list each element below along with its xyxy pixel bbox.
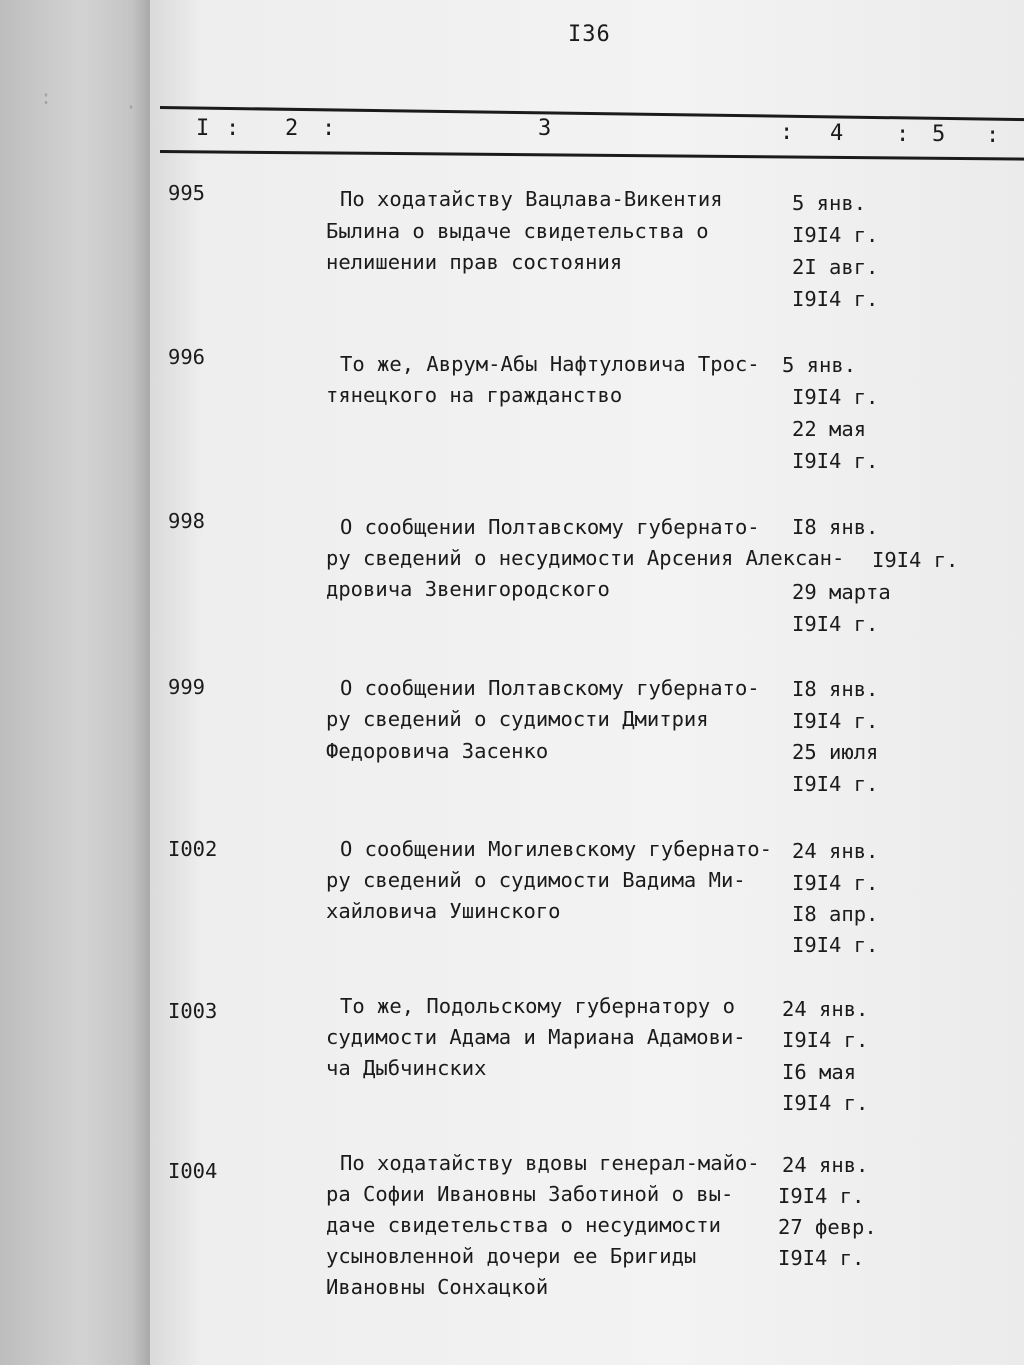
entry-date: I8 янв. bbox=[792, 677, 879, 701]
column-separator: : bbox=[896, 122, 910, 147]
entry-date: 22 мая bbox=[792, 417, 867, 441]
entry-date: I6 мая bbox=[782, 1060, 857, 1084]
entry-date: 2I авг. bbox=[792, 255, 879, 279]
entry-date: 5 янв. bbox=[782, 353, 857, 377]
entry-date: 25 июля bbox=[792, 740, 879, 764]
column-separator: : bbox=[986, 123, 1000, 148]
entry-description-line: ру сведений о судимости Дмитрия bbox=[326, 707, 709, 731]
entry-description-line: ча Дыбчинских bbox=[326, 1056, 487, 1080]
entry-description-line: ру сведений о судимости Вадима Ми- bbox=[326, 868, 746, 892]
entry-date: I9I4 г. bbox=[792, 612, 879, 636]
entry-number: I002 bbox=[168, 837, 218, 861]
column-header-1: I bbox=[196, 116, 210, 141]
entry-date: I9I4 г. bbox=[792, 709, 879, 733]
column-header-2: 2 bbox=[285, 116, 299, 141]
entry-description-line: дровича Звенигородского bbox=[326, 577, 610, 601]
entry-number: I003 bbox=[168, 999, 218, 1023]
entry-date: I9I4 г. bbox=[792, 287, 879, 311]
entry-number: 996 bbox=[168, 345, 206, 369]
column-header-5: 5 bbox=[932, 122, 946, 147]
entry-description-line: ру сведений о несудимости Арсения Алексан- bbox=[326, 546, 845, 570]
entry-date: I9I4 г. bbox=[792, 772, 879, 796]
entry-description-line: ра Софии Ивановны Заботиной о вы- bbox=[326, 1182, 734, 1206]
entry-description-line: судимости Адама и Мариана Адамови- bbox=[326, 1025, 746, 1049]
entry-date: I9I4 г. bbox=[872, 548, 959, 572]
entry-description-line: Ивановны Сонхацкой bbox=[326, 1275, 549, 1299]
column-separator: : bbox=[322, 116, 336, 141]
entry-date: I9I4 г. bbox=[792, 449, 879, 473]
entry-number: 999 bbox=[168, 675, 206, 699]
entry-description-line: нелишении прав состояния bbox=[326, 250, 623, 274]
entry-date: I9I4 г. bbox=[778, 1246, 865, 1270]
entry-description-line: О сообщении Полтавскому губернато- bbox=[340, 515, 760, 539]
entry-description-line: По ходатайству Вацлава-Викентия bbox=[340, 187, 723, 211]
bleed-mark: · bbox=[125, 95, 138, 119]
column-header-4: 4 bbox=[830, 121, 844, 146]
column-separator: : bbox=[226, 116, 240, 141]
entry-date: I8 апр. bbox=[792, 902, 879, 926]
entry-number: I004 bbox=[168, 1159, 218, 1183]
entry-date: I9I4 г. bbox=[782, 1028, 869, 1052]
entry-number: 995 bbox=[168, 181, 206, 205]
entry-date: I9I4 г. bbox=[782, 1091, 869, 1115]
entry-date: I9I4 г. bbox=[792, 385, 879, 409]
entry-date: I8 янв. bbox=[792, 515, 879, 539]
entry-date: 5 янв. bbox=[792, 191, 867, 215]
entry-description-line: даче свидетельства о несудимости bbox=[326, 1213, 721, 1237]
page-number: I36 bbox=[568, 22, 611, 47]
entry-description-line: Федоровича Засенко bbox=[326, 739, 549, 763]
entry-description-line: О сообщении Могилевскому губернато- bbox=[340, 837, 772, 861]
entry-date: 24 янв. bbox=[792, 839, 879, 863]
entry-description-line: Былина о выдаче свидетельства о bbox=[326, 219, 709, 243]
entry-description-line: хайловича Ушинского bbox=[326, 899, 561, 923]
entry-date: 27 февр. bbox=[778, 1215, 877, 1239]
bleed-mark: : bbox=[40, 85, 53, 109]
entry-date: 24 янв. bbox=[782, 1153, 869, 1177]
entry-date: 29 марта bbox=[792, 580, 891, 604]
entry-description-line: То же, Аврум-Абы Нафтуловича Трос- bbox=[340, 352, 760, 376]
entry-date: 24 янв. bbox=[782, 997, 869, 1021]
column-header-3: 3 bbox=[538, 116, 552, 141]
entry-description-line: По ходатайству вдовы генерал-майо- bbox=[340, 1151, 760, 1175]
entry-description-line: То же, Подольскому губернатору о bbox=[340, 994, 735, 1018]
entry-number: 998 bbox=[168, 509, 206, 533]
entry-description-line: тянецкого на гражданство bbox=[326, 383, 623, 407]
entry-date: I9I4 г. bbox=[778, 1184, 865, 1208]
entry-date: I9I4 г. bbox=[792, 223, 879, 247]
left-page-edge bbox=[0, 0, 150, 1365]
entry-date: I9I4 г. bbox=[792, 933, 879, 957]
entry-description-line: усыновленной дочери ее Бригиды bbox=[326, 1244, 697, 1268]
entry-description-line: О сообщении Полтавскому губернато- bbox=[340, 676, 760, 700]
column-separator: : bbox=[780, 120, 794, 145]
entry-date: I9I4 г. bbox=[792, 871, 879, 895]
